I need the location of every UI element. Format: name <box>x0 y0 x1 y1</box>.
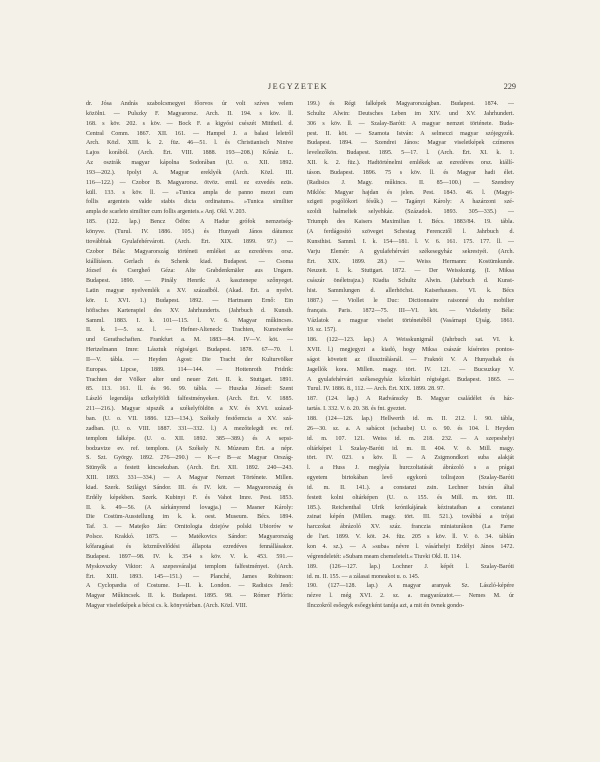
text-line: français. Paris. 1872—75. III—VI. köt. — Vizkeletty Béla: <box>307 307 514 314</box>
text-line: harczokat ábrázoló XV. száz. franczia miniaturákon (La Farne <box>307 524 514 531</box>
text-line: (A ferdágosító szöveget Schestag Ferencztől l. Jahrbuch d. <box>307 228 514 235</box>
text-line: (Radisics J. Magy. műkincs. II. 85—100.) — Szendrey <box>307 179 514 186</box>
text-line: S. Szt. György. 1892. 276—290.) — K—r B—a: Magyar Ország- <box>86 455 293 462</box>
text-line: Ilnczokról esőegyk esőegyként tanúja azt, a mit én övnek gondo- <box>307 603 465 610</box>
text-line: 187. (124. lap.) A Radvánszky B. Magyar családélet és ház- <box>307 396 514 403</box>
text-line: 85. 113. 161. ll. és 96. 99. tábla. — Huszka József: Szent <box>86 386 293 393</box>
text-line: ttovábbiak Gyulafehérvárott. (Arch. Ért. XIX. 1899. 97.) — <box>86 238 293 245</box>
text-line: follis argenteis valde stabis dicta ordinatum«. »Tunica similiter <box>86 199 293 206</box>
text-line: pest. II. köt. — Szamota István: A selmeczi magyar szójegyzék. <box>307 130 514 137</box>
text-line: ságot követett az illusztrálásnál. — Fraknói V. A Hunyadiak és <box>307 356 514 363</box>
running-title: JEGYZETEK <box>267 82 329 91</box>
text-line: Europas. Lipcse, 1889. 114—144. — Hottenroth Fridrik: <box>86 366 293 373</box>
text-line: ampla de scarleto similiter cum follis argenteis.« Anj. Okl. V. 203. <box>86 209 247 216</box>
text-line: Schultz Alwin: Deutsches Leben im XIV. und XV. Jahrhundert. <box>307 110 514 117</box>
text-line: Budapest. 1894. — Szendrei János: Magyar viseletképek czímeres <box>307 140 514 147</box>
text-line: 190. (127—128. lap.) A magyar aranyak Sz. László-képére <box>307 583 514 590</box>
text-line: Lajos korából. (Arch. Ért. VIII. 1888. 193—208.) Kőnáz L. <box>86 150 293 157</box>
text-line: Magyar Műkincsek. II. k. Budapest. 1895. 98. — Rómer Flóris: <box>86 593 293 600</box>
text-line: XVII. l.) megjegyzi a kiadó, hogy Miksa császár kíséretes pontos- <box>307 347 514 354</box>
text-line: kiállításon. Gerlach és Schenk kiad. Budapest. — Csoma <box>86 258 293 265</box>
text-line: kiad. Szerk. Szilágyi Sándor. III. és IV. köt. — Magyarország és <box>86 484 293 491</box>
text-line: 193—202.). Ipolyi A. Magyar ereklyék (Arch. Közl. III. <box>86 169 293 176</box>
text-line: szigeti pogólókori fésűk.) — Tagányi Károly: A hazárzoni szé- <box>307 199 514 206</box>
text-line: id. m. II. 155. — a zálasai moneakot u. o. 145. <box>307 573 420 580</box>
text-line: Central Comm. 1867. XII. 161. — Hampel J. a balasi leletről <box>86 130 293 137</box>
text-line: Triumph des Kaisers Maximilian I. Bécs. 1883/84. 19. tábla. <box>307 219 514 226</box>
text-line: 185.). Reichenthal Ulrik krónikájának kézirataiban a constanzi <box>307 504 514 511</box>
text-line: bodzavize ev. ref. templom. (A Székely N. Múzeum Ért. a népr. <box>86 445 293 452</box>
text-line: II. k. 1—5. sz. l. — Hefner-Alteneck: Trachten, Kunstwerke <box>86 327 293 334</box>
text-line: zadban. (U. o. VIII. 1887. 331—332. l.) A mezőtelegdi ev. ref. <box>86 425 293 432</box>
text-line: 1887.) — Viollet le Duc: Dictionnaire raisonné du mobilier <box>307 297 514 304</box>
text-line: ban. (U. o. VII. 1886. 123—134.). Székely festőemcia a XV. szá- <box>86 416 293 422</box>
text-line: Stünyők a festett kincsekuban. (Arch. Ért. XII. 1892. 240—243. <box>86 465 293 472</box>
text-line: 189. (126—127. lap.) Lochner J. képét l. Szalay-Baróti <box>307 563 514 570</box>
text-line: 211—216.). Magyar sipszék a székelyföldön a XV. és XVI. század- <box>86 406 293 413</box>
text-line: Miklós: Magyar hajdan és jelen. Pest. 1843. 46. l. (Magyi- <box>307 189 514 196</box>
text-line: császár önéletrajza.) Kiadta Schultz Alwin. (Jahrbuch d. Kunst- <box>307 278 514 285</box>
text-line: 185. (122. lap.) Bencz Ödön: A Hadur grófok nemzetség- <box>86 219 293 226</box>
text-line: 188. (124—126. lap.) Hellwerth id. m. II. 212. l. 90. tábla, <box>307 416 514 422</box>
text-line: templom falképe. (U. o. XII. 1892. 385—389.) és A sepsi- <box>86 435 293 442</box>
text-line: Ért. XIII. 1893. 145—151.) — Planché, James Robinson: <box>86 573 293 580</box>
text-line: Jagellók kora. Millen. magy. tört. IV. 121. — Bucsuzkay V. <box>307 366 514 373</box>
text-line: 168. s köv. 202. s köv. — Bock F. a kigyósi csészét Mittheil. d. <box>86 120 293 127</box>
text-line: Latin magyar nyelvemlék a XV. századból. (Akad. Ért. a nyelvt. <box>86 288 293 295</box>
page-number: 229 <box>503 82 516 91</box>
text-line: id. m. II. 141.). a constanzi zsin. Lechner István által <box>307 484 514 491</box>
text-line: 19. sz. 157). <box>307 327 337 334</box>
text-line: egyetem birtokában levő egykorú tollrajzon (Szalay-Baróti <box>307 475 514 482</box>
text-line: und Gerathschaften. Frankfurt a. M. 1883—84. IV—V. köt. — <box>86 337 293 344</box>
text-line: Czobor Béla: Magyarország történeti emlékei az ezredéves orsz. <box>86 248 293 255</box>
text-line: kőfaragásai és közművelődési állapota ezredéves fennállásakor. <box>86 543 293 550</box>
text-line: Hertzelmann Imre: Lásztuk régiségei. Budapest. 1878. 67—70. l. <box>86 347 293 354</box>
text-line: Polsce. Krakkó. 1875. — Matékovics Sándor: Magyarország <box>86 534 293 541</box>
text-line: József és Csergheő Géza: Alte Grabdenkmäler aus Ungarn. <box>86 268 293 275</box>
text-line: A gyulafehérvári székesegyház kőzeltári régiségei. Budapest. 1865. — <box>307 376 514 383</box>
text-line: kon 4. sz.). — A »suba« névre l. vásárhelyi Erdélyi János 1472. <box>307 543 514 550</box>
left-text-column <box>86 100 293 720</box>
text-line: dr. Jósa András szabolcsmegyei főorvos úr volt szíves velem <box>86 101 293 107</box>
text-line: kör. I. XVI. 1.) Budapest. 1892. — Hartmann Ernő: Ein <box>86 297 293 304</box>
text-line: közölni. — Pulszky F. Magyarorsz. Arch. II. 194. s köv. ll. <box>86 110 293 117</box>
right-text-column <box>307 100 514 720</box>
text-line: táson. Budapest. 1896. 75 s köv. ll. és Magyar hadi élet. <box>307 169 514 176</box>
text-line: Taf. 3. — Matejko Ján: Ornitologia dziejów polski Ubiorów w <box>86 524 293 531</box>
text-line: Erdély képekben. Szerk. Kubinyi F. és Vahot Imre. Pest. 1853. <box>86 494 293 501</box>
text-line: nézve l. még XVI. 2. sz. a. magyarázatot.— Nemes M. úr <box>307 593 514 600</box>
text-line: Vázlatok a magyar viselet történetéből (Vasárnapi Újság. 1861. <box>307 317 514 324</box>
text-line: II—V. tábla. — Heyden Ágost: Die Tracht der Kulturvölker <box>86 356 293 363</box>
text-line: levelezőkön. Budapest. 1895. 5—17. l. (Arch. Ért. XI. k. 1. <box>307 150 514 157</box>
text-line: Myskovszky Viktor: A szepesváraljai templom falfestményei. (Arch. <box>86 563 293 570</box>
text-line: A Cyclopædia of Costume. I—II. k. London. — Radisics Jenő: <box>86 583 293 590</box>
text-line: tartás. I. 332. V. ö. 20. 38. és fnt. gyeztet. <box>307 406 407 413</box>
text-line: Die Costüm-Ausstellung im k. k. oest. Museum. Bécs. 1894. <box>86 514 293 521</box>
text-line: höfisches Kartenspiel des XV. Jahrhunderts. (Jahrbuch d. Kunsth. <box>86 307 293 314</box>
text-line: 26—30. sz. a. A sabácot (schaube) U. o. 90. és 104. l. Heyden <box>307 425 514 432</box>
text-line: l. a Huss J. meglyáa hurczoltatását ábrázoló s a prágai <box>307 465 514 472</box>
text-line: zsinat képén (Millen. magy. tört. III. 521.). továbbá a trójai <box>307 514 514 521</box>
text-line: végrendeletét: »Subam meam chemeletelt.« Tiuvki Okl. II. 114. <box>307 553 462 560</box>
text-line: László legendája szfkelyföldi falfestményeken. (Arch. Ért. V. 1885. <box>86 396 293 403</box>
text-line: 186. (122—123. lap.) A Weisskunigmál (Jahrbuch sat. VI. k. <box>307 337 514 344</box>
text-line: 306 s köv. ll. — Szalay-Baróti: A magyar nemzet története. Buda- <box>307 120 514 127</box>
text-line: küll. 133. s köv. ll. — »Tunica ampla de panno mezei cum <box>86 189 293 196</box>
text-line: de l'art. 1899. V. köt. 24. füz. 205 s köv. ll. V. ö. 34. táblán <box>307 534 514 541</box>
text-line: Kunsthist. Samml. I. k. 154—181. l. V. 6. 161. 175. 177. ll. — <box>307 238 514 245</box>
text-line: könyve. (Turul. IV. 1886. 105.) és Hunyadi János dátumoz <box>86 228 293 235</box>
text-line: Trachten der Völker alter und neuer Zeit. II. k. Stuttgart. 1891. <box>86 376 293 383</box>
text-line: id. m. 107. 121. Weiss id. m. 218. 232. — A szepeshelyi <box>307 435 514 442</box>
text-line: Turul. IV. 1886. 8., 112. — Arch. Ért. XIX. 1899. 28. 97. <box>307 386 445 393</box>
text-line: 116—122.) — Czobor B. Magyarorsz. ötvöz. emil. ez ezvedés ezüs. <box>86 179 293 186</box>
text-line: tört. IV. 023. s köv. ll. — A Zsigmondkori suba alakját <box>307 455 514 462</box>
text-line: Budapest. 1897—98. IV. k. 354 s köv. V. k. 453. 591.— <box>86 553 293 560</box>
text-line: Neuzeit. I. k. Stuttgart. 1872. — Der Weisskunig. (I. Miksa <box>307 268 514 275</box>
text-line: II. k. 49—56. (A sárkányrend lovagja.) — Masner Károly: <box>86 504 293 511</box>
text-line: szoldi halmeltek selyehkáz. (Századok. 1893. 305—335.) — <box>307 209 514 216</box>
text-line: Samml. 1883. I. k. 101—115. l. V. 6. Magyar műkincses. <box>86 317 293 324</box>
text-line: Az osztrák magyar kápolna Sodorában (U. o. XII. 1892. <box>86 160 293 167</box>
text-line: Magyar viseletképek a bécsi cs. k. könyvtárban. (Arch. Közl. VIII. <box>86 603 248 610</box>
page-header <box>80 82 516 96</box>
text-line: Budapest. 1890. — Pinály Henrik: A kasztenepe szőnyeget. <box>86 278 293 285</box>
text-line: 199.) és Régi falképek Magyarországban. Budapest. 1874. — <box>307 101 514 107</box>
text-line: hist. Sammlungen d. allerhöchst. Kaiserhauses. VI. k. Bécs <box>307 288 514 295</box>
text-line: oltárképet l. Szalay-Baróti id. m. II. 404. V. ö. Mill. magy. <box>307 445 514 452</box>
text-line: Varju Elemér: A gyulafehérvári székesegyház sekrestyéi. (Arch. <box>307 248 514 255</box>
text-line: XIII. 1893. 331—334.) — A Magyar Nemzet Története. Millen. <box>86 475 293 482</box>
text-line: XII. k. 2. füz.). Hadtörténelmi emlékek az ezredéves orsz. kiállí- <box>307 160 514 167</box>
text-line: festett kolni oltárképen (U. o. 155. és Mill. m. tört. III. <box>307 494 514 501</box>
text-line: Arch. Közl. XIII. k. 2. füz. 46—51. l. és Christianisch Ninive <box>86 140 293 147</box>
text-line: Ért. XIX. 1899. 28.) — Weiss Hermann: Kostümkunde. <box>307 258 514 265</box>
